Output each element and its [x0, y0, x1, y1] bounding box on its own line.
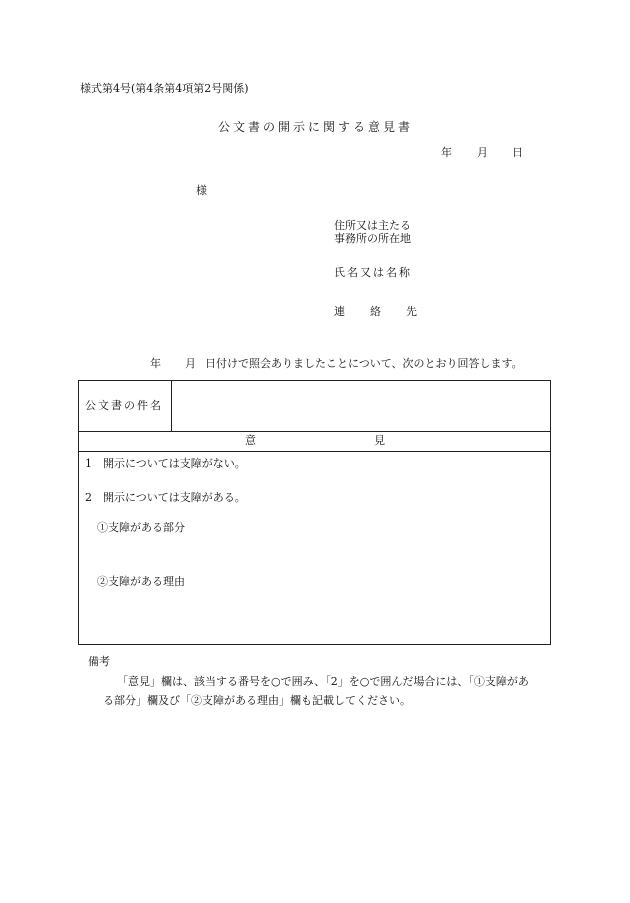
intro-month-label: 月	[185, 357, 196, 370]
name-label: 氏名又は名称	[334, 266, 412, 279]
opinion-item-1[interactable]: 1 開示については支障がない。	[85, 457, 246, 470]
intro-year-label: 年	[150, 357, 161, 370]
form-number: 様式第4号(第4条第4項第2号関係)	[80, 82, 249, 95]
row-divider-2	[79, 451, 550, 452]
remarks-line-2: る部分」欄及び「②支障がある理由」欄も記載してください。	[103, 694, 411, 707]
address-label-line2: 事務所の所在地	[334, 232, 411, 245]
contact-label: 連 絡 先	[334, 305, 418, 318]
opinion-sub-1: ①支障がある部分	[97, 521, 185, 534]
address-label-line1: 住所又は主たる	[334, 219, 411, 232]
opinion-item-2[interactable]: 2 開示については支障がある。	[85, 491, 246, 504]
row-divider-1	[79, 431, 550, 432]
date-month-label: 月	[477, 146, 488, 159]
doc-name-field[interactable]	[172, 381, 550, 431]
addressee-suffix: 様	[196, 184, 207, 197]
remarks-heading: 備考	[88, 655, 110, 668]
opinion-header-right: 見	[374, 434, 385, 447]
date-day-label: 日	[512, 146, 523, 159]
opinion-table	[78, 380, 551, 645]
intro-text: 日付けで照会ありましたことについて、次のとおり回答します。	[205, 357, 523, 370]
opinion-header-left: 意	[245, 434, 256, 447]
opinion-sub-2: ②支障がある理由	[97, 575, 185, 588]
doc-name-label: 公文書の件名	[85, 399, 163, 412]
document-title: 公文書の開示に関する意見書	[218, 120, 414, 134]
date-year-label: 年	[441, 146, 452, 159]
remarks-line-1: 「意見」欄は、該当する番号を○で囲み、「2」を○で囲んだ場合には、「①支障があ	[117, 675, 529, 688]
